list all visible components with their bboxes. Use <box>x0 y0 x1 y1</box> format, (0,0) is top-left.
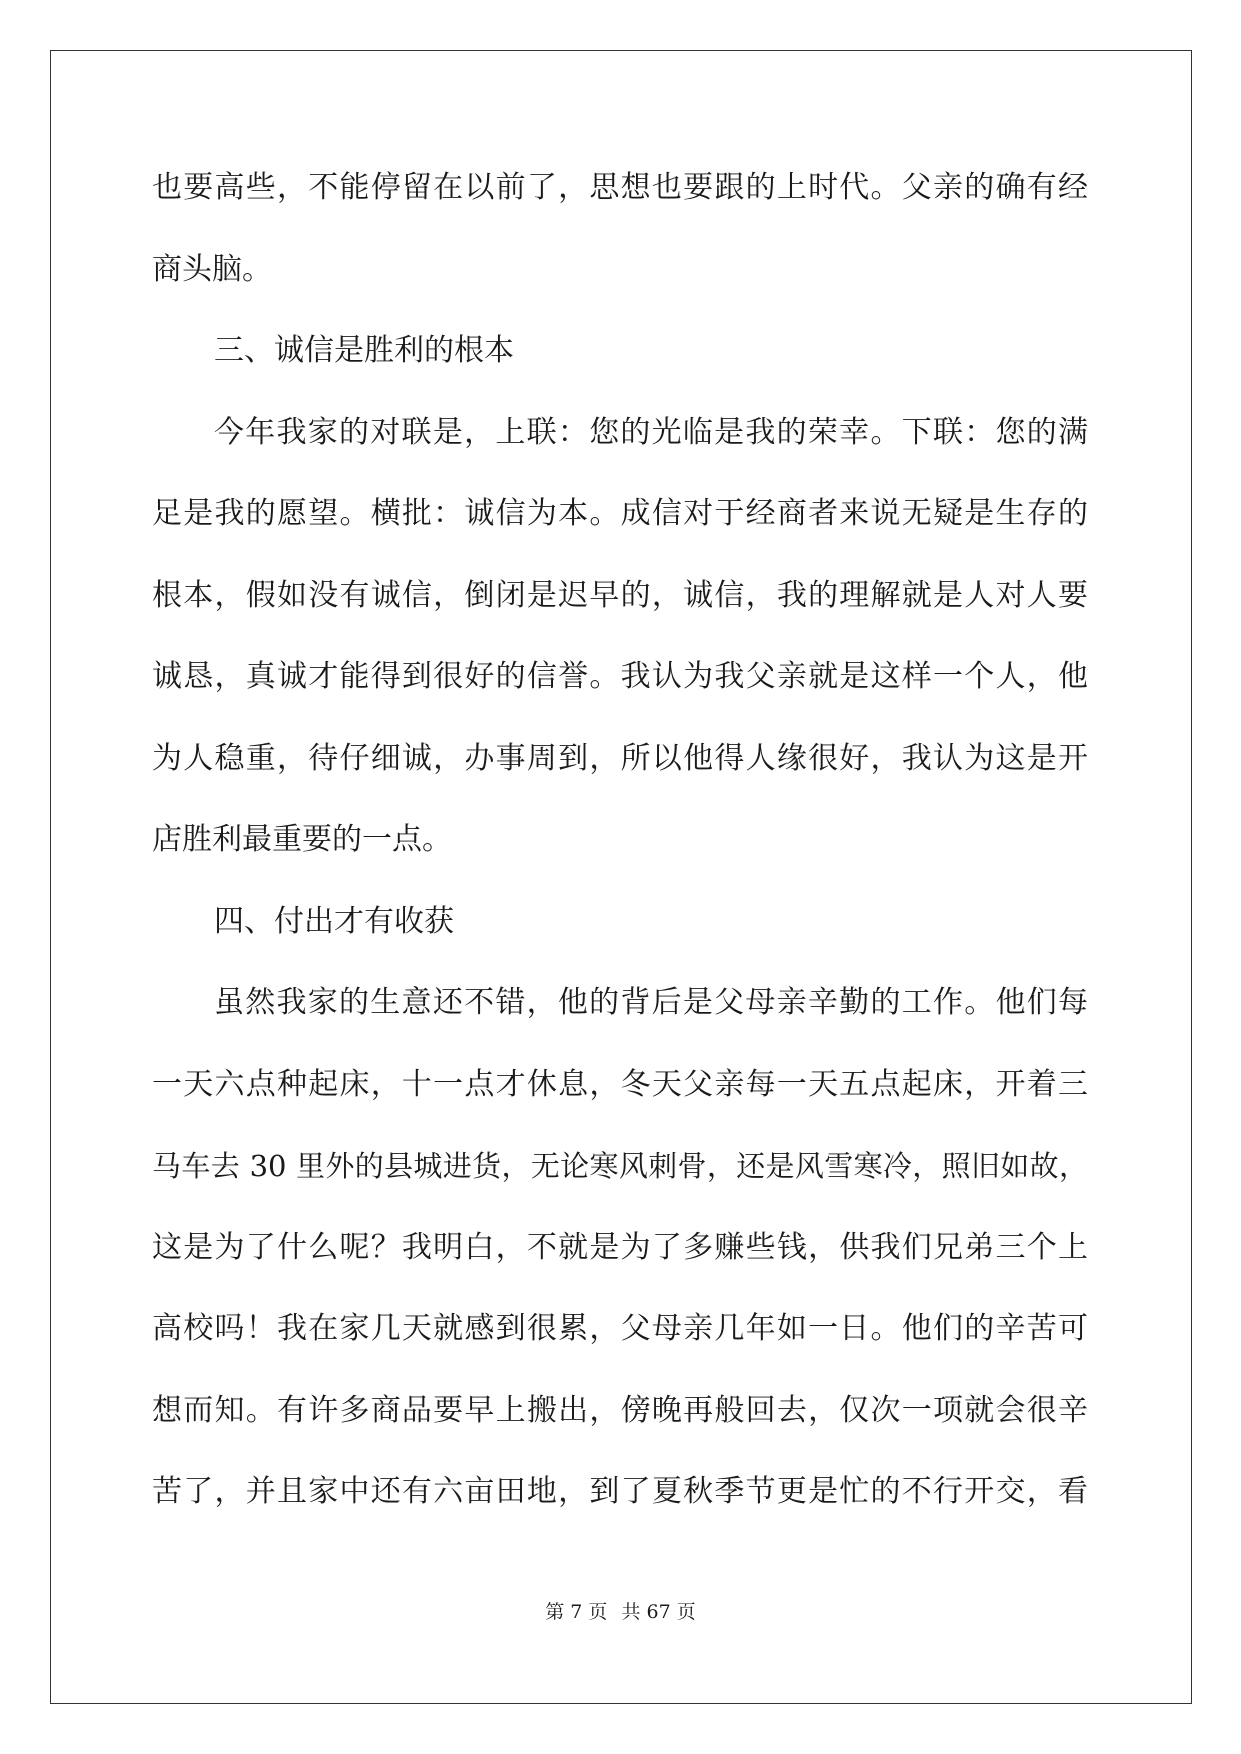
text-line: 诚恳，真诚才能得到很好的信誉。我认为我父亲就是这样一个人，他 <box>152 659 1088 694</box>
text-line: 高校吗！我在家几天就感到很累，父母亲几年如一日。他们的辛苦可 <box>152 1311 1088 1346</box>
text-line: 也要高些，不能停留在以前了，思想也要跟的上时代。父亲的确有经 <box>152 170 1088 205</box>
document-body <box>152 158 1088 1544</box>
text-line: 一天六点种起床，十一点才休息，冬天父亲每一天五点起床，开着三 <box>152 1066 1088 1102</box>
text-line: 根本，假如没有诚信，倒闭是迟早的，诚信，我的理解就是人对人要 <box>152 577 1088 613</box>
text-line: 想而知。有许多商品要早上搬出，傍晚再般回去，仅次一项就会很辛 <box>152 1392 1088 1428</box>
page-number: 第 7 页 <box>545 1601 608 1623</box>
section-heading: 三、诚信是胜利的根本 <box>214 333 514 368</box>
text-line: 为人稳重，待仔细诚，办事周到，所以他得人缘很好，我认为这是开 <box>152 740 1088 776</box>
text-line: 苦了，并且家中还有六亩田地，到了夏秋季节更是忙的不行开交，看 <box>152 1474 1088 1509</box>
text-line: 这是为了什么呢？我明白，不就是为了多赚些钱，供我们兄弟三个上 <box>152 1229 1088 1265</box>
text-line: 虽然我家的生意还不错，他的背后是父母亲辛勤的工作。他们每 <box>214 985 1088 1020</box>
text-line: 足是我的愿望。横批：诚信为本。成信对于经商者来说无疑是生存的 <box>152 496 1088 531</box>
text-line: 今年我家的对联是，上联：您的光临是我的荣幸。下联：您的满 <box>214 414 1088 450</box>
page-footer <box>0 1597 1241 1624</box>
section-heading: 四、付出才有收获 <box>214 903 454 939</box>
text-line: 店胜利最重要的一点。 <box>152 822 452 857</box>
text-line: 马车去 30 里外的县城进货，无论寒风刺骨，还是风雪寒冷，照旧如故， <box>152 1149 1088 1183</box>
page-total: 共 67 页 <box>621 1601 696 1623</box>
text-line: 商头脑。 <box>152 251 272 287</box>
